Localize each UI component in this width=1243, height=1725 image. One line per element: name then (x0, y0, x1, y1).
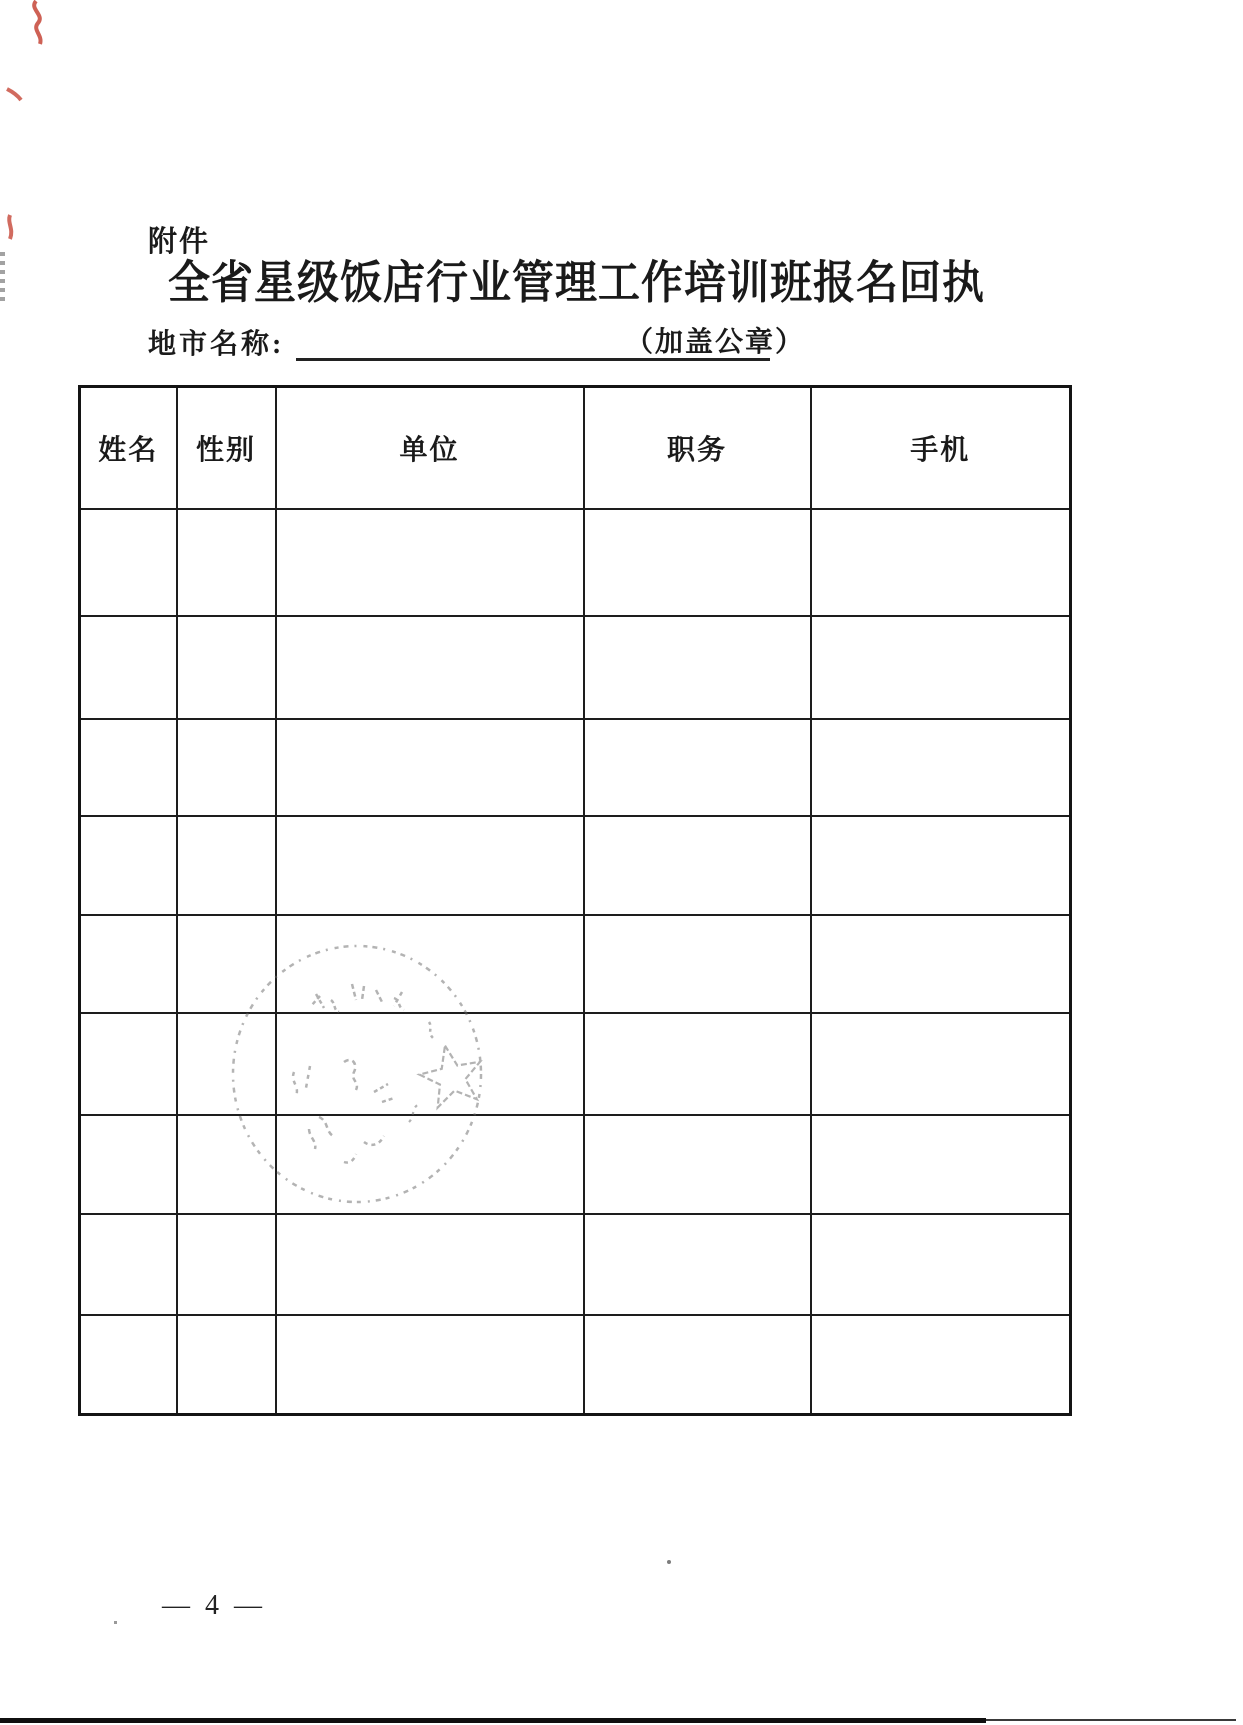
table-cell (80, 616, 177, 719)
table-cell (276, 616, 584, 719)
table-cell (811, 915, 1071, 1013)
table-cell (80, 1115, 177, 1214)
scan-edge-bar (0, 1718, 986, 1723)
table-row (80, 915, 1071, 1013)
table-cell (811, 509, 1071, 616)
table-cell (811, 1115, 1071, 1214)
table-cell (584, 1214, 811, 1315)
table-cell (177, 1115, 276, 1214)
table-row (80, 616, 1071, 719)
table-row (80, 509, 1071, 616)
table-cell (584, 816, 811, 915)
table-row (80, 1013, 1071, 1115)
table-cell (811, 719, 1071, 816)
table-cell (584, 1013, 811, 1115)
table-cell (80, 719, 177, 816)
registration-table (78, 385, 1072, 1416)
table-cell (584, 616, 811, 719)
table-cell (584, 509, 811, 616)
table-body (80, 509, 1071, 1415)
seal-note: （加盖公章） (625, 327, 806, 358)
red-pen-marks (0, 0, 80, 260)
table-cell (80, 1315, 177, 1415)
table-header-row (80, 387, 1071, 510)
table-cell (811, 1315, 1071, 1415)
table-cell (276, 1214, 584, 1315)
table-cell (584, 1115, 811, 1214)
table-cell (80, 1013, 177, 1115)
col-header-unit: 单位 (276, 387, 584, 510)
table-row (80, 1214, 1071, 1315)
table-cell (811, 616, 1071, 719)
table-row (80, 719, 1071, 816)
table-cell (177, 1315, 276, 1415)
table-cell (80, 816, 177, 915)
table-cell (276, 1115, 584, 1214)
city-name-line (148, 320, 1078, 362)
table-cell (177, 915, 276, 1013)
col-header-position: 职务 (584, 387, 811, 510)
table-cell (811, 1214, 1071, 1315)
scan-edge-smudge (0, 252, 5, 302)
table-row (80, 816, 1071, 915)
scan-speck (667, 1560, 671, 1564)
table-cell (177, 719, 276, 816)
table-cell (584, 1315, 811, 1415)
table-cell (811, 816, 1071, 915)
table-cell (276, 816, 584, 915)
col-header-name: 姓名 (80, 387, 177, 510)
table-cell (177, 616, 276, 719)
table-cell (811, 1013, 1071, 1115)
col-header-gender: 性别 (177, 387, 276, 510)
table-cell (80, 1214, 177, 1315)
col-header-mobile: 手机 (811, 387, 1071, 510)
table-cell (80, 915, 177, 1013)
table-row (80, 1115, 1071, 1214)
table-cell (276, 509, 584, 616)
table-cell (177, 816, 276, 915)
table-cell (177, 509, 276, 616)
scan-edge-bar-thin (986, 1719, 1236, 1721)
scan-speck (114, 1621, 117, 1624)
table-cell (276, 915, 584, 1013)
table-cell (80, 509, 177, 616)
page-title: 全省星级饭店行业管理工作培训班报名回执 (168, 258, 986, 309)
table-cell (276, 1013, 584, 1115)
table-row (80, 1315, 1071, 1415)
table-cell (276, 719, 584, 816)
table-cell (584, 719, 811, 816)
table-cell (177, 1214, 276, 1315)
page-number: — 4 — (162, 1590, 266, 1621)
table-cell (584, 915, 811, 1013)
table-cell (276, 1315, 584, 1415)
attachment-label: 附件 (148, 226, 211, 258)
table-cell (177, 1013, 276, 1115)
city-name-label: 地市名称: (148, 329, 285, 360)
